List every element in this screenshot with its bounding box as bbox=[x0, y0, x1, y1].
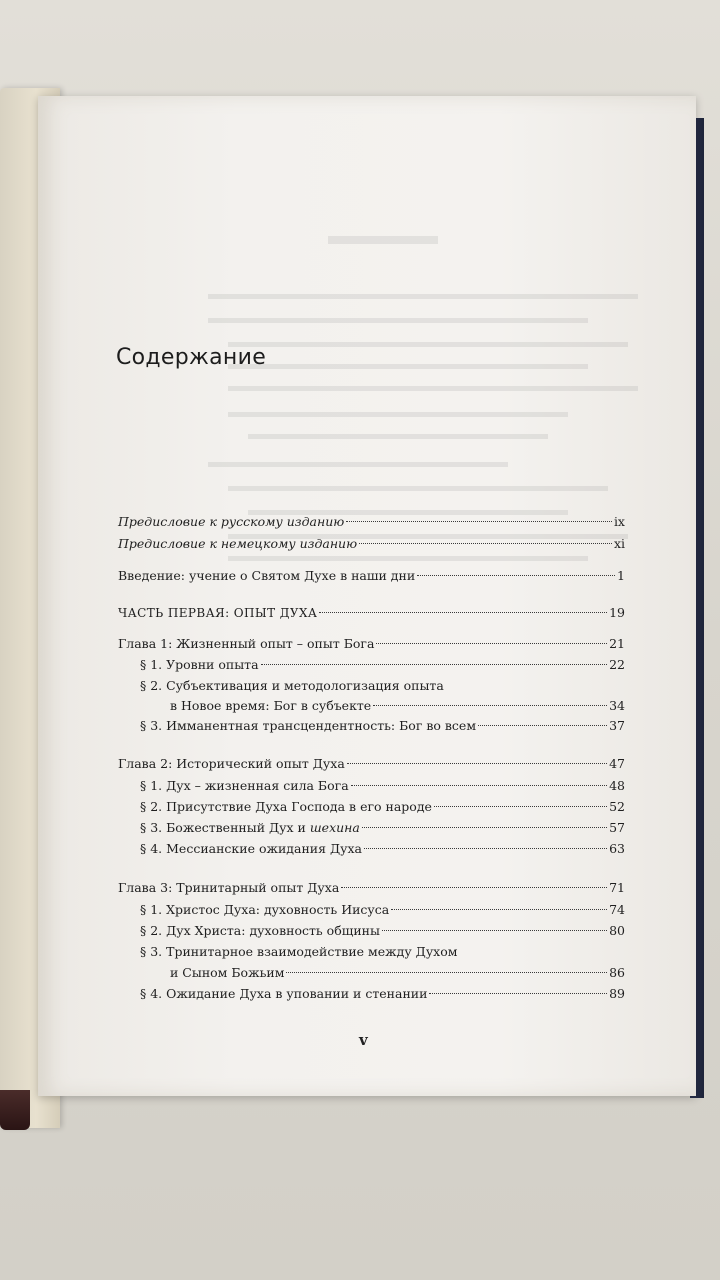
toc-entry[interactable] bbox=[118, 534, 625, 554]
toc-section[interactable] bbox=[140, 984, 625, 1004]
toc-entry-page: 37 bbox=[609, 718, 625, 733]
toc-entry-page: 1 bbox=[617, 568, 625, 583]
toc-section-continued[interactable] bbox=[170, 963, 625, 983]
toc-leader-dots bbox=[286, 972, 607, 973]
toc-leader-dots bbox=[478, 725, 607, 726]
toc-leader-dots bbox=[429, 993, 607, 994]
toc-entry-page: 86 bbox=[609, 965, 625, 980]
toc-entry-page: 63 bbox=[609, 841, 625, 856]
page-folio-number: v bbox=[359, 1031, 368, 1049]
toc-entry-page: 22 bbox=[609, 657, 625, 672]
toc-leader-dots bbox=[261, 664, 608, 665]
toc-chapter[interactable] bbox=[118, 878, 625, 898]
toc-entry-page: 47 bbox=[609, 756, 625, 771]
toc-entry-page: ix bbox=[613, 514, 625, 529]
toc-entry-page: 89 bbox=[609, 986, 625, 1001]
toc-leader-dots bbox=[341, 887, 607, 888]
toc-entry-title: Предисловие к русскому изданию bbox=[118, 514, 345, 529]
toc-section[interactable] bbox=[140, 655, 625, 675]
toc-section[interactable] bbox=[140, 818, 625, 838]
toc-entry-title: Введение: учение о Святом Духе в наши дни bbox=[118, 568, 416, 583]
toc-entry-title: § 1. Дух – жизненная сила Бога bbox=[140, 778, 349, 793]
toc-entry-title: § 4. Мессианские ожидания Духа bbox=[140, 841, 362, 856]
toc-entry-title: Глава 2: Исторический опыт Духа bbox=[118, 756, 345, 771]
toc-entry-title-prefix: § 3. Божественный Дух и bbox=[140, 820, 310, 835]
toc-entry-title: в Новое время: Бог в субъекте bbox=[170, 698, 372, 713]
toc-leader-dots bbox=[351, 785, 607, 786]
toc-section[interactable] bbox=[140, 776, 625, 796]
toc-section[interactable] bbox=[140, 942, 625, 962]
toc-leader-dots bbox=[347, 763, 607, 764]
toc-leader-dots bbox=[359, 543, 612, 544]
toc-entry-page: 19 bbox=[609, 605, 625, 620]
toc-entry-title: § 4. Ожидание Духа в уповании и стенании bbox=[140, 986, 428, 1001]
toc-entry[interactable] bbox=[118, 566, 625, 586]
toc-section-continued[interactable] bbox=[170, 696, 625, 716]
toc-entry-title-italic: шехина bbox=[309, 820, 360, 835]
toc-entry-title: § 3. Тринитарное взаимодействие между Духом bbox=[140, 944, 458, 959]
toc-entry-title: Предисловие к немецкому изданию bbox=[118, 536, 358, 551]
toc-leader-dots bbox=[434, 806, 607, 807]
toc-part-heading[interactable] bbox=[118, 603, 625, 623]
toc-entry-page: 74 bbox=[609, 902, 625, 917]
toc-entry-title: § 2. Субъективация и методологизация опыта bbox=[140, 678, 444, 693]
toc-section[interactable] bbox=[140, 716, 625, 736]
toc-section[interactable] bbox=[140, 921, 625, 941]
toc-chapter[interactable] bbox=[118, 754, 625, 774]
book-cover-corner bbox=[0, 1090, 30, 1130]
toc-section[interactable] bbox=[140, 839, 625, 859]
toc-entry-page: 80 bbox=[609, 923, 625, 938]
toc-entry-page: xi bbox=[613, 536, 625, 551]
toc-chapter[interactable] bbox=[118, 634, 625, 654]
toc-section[interactable] bbox=[140, 900, 625, 920]
toc-entry-title: и Сыном Божьим bbox=[170, 965, 285, 980]
toc-entry-title bbox=[140, 818, 360, 838]
toc-leader-dots bbox=[346, 521, 612, 522]
toc-entry[interactable] bbox=[118, 512, 625, 532]
page-title: Содержание bbox=[116, 345, 267, 370]
toc-leader-dots bbox=[364, 848, 607, 849]
toc-entry-page: 21 bbox=[609, 636, 625, 651]
toc-leader-dots bbox=[362, 827, 607, 828]
toc-entry-page: 57 bbox=[609, 820, 625, 835]
toc-leader-dots bbox=[391, 909, 607, 910]
toc-section[interactable] bbox=[140, 797, 625, 817]
toc-entry-title: § 2. Присутствие Духа Господа в его народе bbox=[140, 799, 432, 814]
toc-entry-title: Глава 3: Тринитарный опыт Духа bbox=[118, 880, 340, 895]
toc-entry-page: 71 bbox=[609, 880, 625, 895]
toc-leader-dots bbox=[373, 705, 607, 706]
toc-section[interactable] bbox=[140, 676, 625, 696]
toc-entry-title: § 1. Уровни опыта bbox=[140, 657, 259, 672]
toc-leader-dots bbox=[319, 612, 607, 613]
toc-leader-dots bbox=[382, 930, 607, 931]
toc-leader-dots bbox=[417, 575, 615, 576]
toc-entry-page: 48 bbox=[609, 778, 625, 793]
toc-entry-title: § 1. Христос Духа: духовность Иисуса bbox=[140, 902, 390, 917]
toc-entry-title: ЧАСТЬ ПЕРВАЯ: ОПЫТ ДУХА bbox=[118, 606, 318, 620]
toc-entry-title: § 3. Имманентная трансцендентность: Бог во всем bbox=[140, 718, 477, 733]
toc-entry-page: 52 bbox=[609, 799, 625, 814]
toc-leader-dots bbox=[376, 643, 607, 644]
toc-entry-title: § 2. Дух Христа: духовность общины bbox=[140, 923, 380, 938]
toc-entry-page: 34 bbox=[609, 698, 625, 713]
toc-entry-title: Глава 1: Жизненный опыт – опыт Бога bbox=[118, 636, 375, 651]
